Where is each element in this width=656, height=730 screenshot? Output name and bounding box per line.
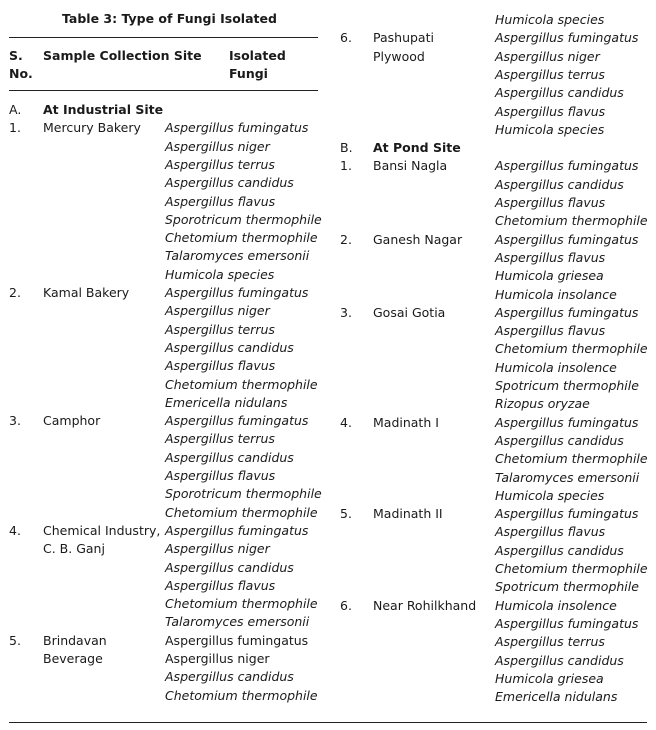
site-name: Gosai Gotia xyxy=(373,304,446,320)
site-name: Mercury Bakery xyxy=(43,120,141,136)
fungus-name: Talaromyces emersonii xyxy=(165,614,310,630)
row-number: 6. xyxy=(340,597,352,613)
row-number: 4. xyxy=(340,414,352,430)
row-number: 1. xyxy=(340,158,352,174)
site-name: Bansi Nagla xyxy=(373,158,448,174)
fungus-name: Aspergillus flavus xyxy=(165,358,276,374)
fungus-name: Spotricum thermophile xyxy=(495,579,639,595)
site-name: Plywood xyxy=(373,48,425,64)
row-number: 5. xyxy=(340,506,352,522)
fungus-name: Humicola griesea xyxy=(495,670,604,686)
section-label: B. xyxy=(340,140,353,156)
fungus-name: Aspergillus candidus xyxy=(165,669,294,685)
fungus-name: Sporotricum thermophile xyxy=(165,211,322,227)
fungus-name: Humicola insolence xyxy=(495,597,617,613)
site-name: C. B. Ganj xyxy=(43,541,105,557)
fungus-name: Aspergillus fumingatus xyxy=(165,632,309,648)
header-sno-line2: No. xyxy=(9,66,33,81)
fungus-name: Aspergillus terrus xyxy=(165,321,275,337)
site-name: Camphor xyxy=(43,413,101,429)
fungus-name: Chetomium thermophile xyxy=(165,230,318,246)
fungus-name: Aspergillus fumingatus xyxy=(165,285,309,300)
header-sno-line1: S. xyxy=(9,48,23,63)
fungus-name: Spotricum thermophile xyxy=(495,378,639,393)
fungus-name: Emericella nidulans xyxy=(495,689,618,705)
row-number: 3. xyxy=(9,413,21,429)
header-fungi-line1: Isolated xyxy=(229,48,286,63)
title-rule xyxy=(9,37,318,38)
fungus-name: Chetomium thermophile xyxy=(495,451,648,467)
fungus-name: Aspergillus fumingatus xyxy=(495,158,639,174)
fungus-name: Aspergillus flavus xyxy=(495,103,606,119)
fungus-name: Aspergillus candidus xyxy=(495,176,624,192)
fungus-name: Aspergillus fumingatus xyxy=(165,522,309,538)
fungus-name: Aspergillus fumingatus xyxy=(165,413,309,429)
fungus-name: Rizopus oryzae xyxy=(495,396,590,412)
section-title: At Pond Site xyxy=(373,140,461,156)
header-rule xyxy=(9,90,318,91)
row-number: 3. xyxy=(340,304,352,320)
fungus-name: Talaromyces emersonii xyxy=(495,469,640,485)
fungus-name: Aspergillus flavus xyxy=(495,323,606,339)
row-number: 5. xyxy=(9,632,21,648)
fungus-name: Aspergillus fumingatus xyxy=(495,414,639,430)
table-title: Table 3: Type of Fungi Isolated xyxy=(62,11,277,26)
fungus-name: Humicola species xyxy=(495,121,605,137)
fungus-name: Aspergillus flavus xyxy=(165,577,276,593)
fungus-name: Aspergillus candidus xyxy=(165,175,294,191)
header-sno xyxy=(9,47,33,83)
fungus-name: Aspergillus niger xyxy=(495,48,600,64)
fungus-name: Aspergillus niger xyxy=(165,651,270,666)
fungus-name: Chetomium thermophile xyxy=(495,341,648,357)
fungus-name: Aspergillus terrus xyxy=(165,431,275,447)
section-title: At Industrial Site xyxy=(43,102,164,117)
site-name: Kamal Bakery xyxy=(43,285,130,300)
fungus-name: Aspergillus candidus xyxy=(495,542,624,558)
fungus-name: Talaromyces emersonii xyxy=(165,248,310,264)
site-name: Near Rohilkhand xyxy=(373,597,477,613)
fungus-name: Aspergillus fumingatus xyxy=(495,506,639,522)
fungus-name: Aspergillus candidus xyxy=(165,449,294,465)
fungus-name: Aspergillus candidus xyxy=(495,85,624,101)
fungus-name: Emericella nidulans xyxy=(165,394,288,410)
fungus-name: Aspergillus fumingatus xyxy=(165,120,309,136)
row-number: 2. xyxy=(340,231,352,247)
row-number: 1. xyxy=(9,120,21,136)
section-label: A. xyxy=(9,102,22,117)
fungus-name: Humicola species xyxy=(495,487,605,503)
fungus-name: Aspergillus fumingatus xyxy=(495,30,639,46)
fungus-name: Aspergillus fumingatus xyxy=(495,231,639,247)
fungus-name: Humicola griesea xyxy=(495,268,604,284)
site-name: Ganesh Nagar xyxy=(373,231,463,247)
fungus-name: Aspergillus candidus xyxy=(495,432,624,448)
fungus-name: Aspergillus candidus xyxy=(165,339,294,355)
header-fungi-line2: Fungi xyxy=(229,66,268,81)
fungus-name: Aspergillus niger xyxy=(165,541,270,557)
fungus-name: Aspergillus fumingatus xyxy=(495,615,639,631)
fungus-name: Aspergillus niger xyxy=(165,303,270,319)
fungus-name: Chetomium thermophile xyxy=(495,213,648,229)
fungus-name: Aspergillus flavus xyxy=(495,195,606,210)
fungus-name: Humicola species xyxy=(495,12,605,27)
fungus-name: Aspergillus terrus xyxy=(495,66,605,82)
fungus-name: Chetomium thermophile xyxy=(165,687,318,703)
fungus-name: Aspergillus niger xyxy=(165,138,270,154)
fungus-name: Aspergillus candidus xyxy=(495,652,624,668)
row-number: 2. xyxy=(9,285,21,300)
site-name: Brindavan xyxy=(43,632,107,648)
fungus-name: Aspergillus flavus xyxy=(495,524,606,540)
fungus-name: Aspergillus fumingatus xyxy=(495,304,639,320)
header-fungi xyxy=(229,47,286,83)
fungus-name: Humicola insolance xyxy=(495,286,617,302)
fungus-name: Humicola species xyxy=(165,266,275,282)
site-name: Madinath II xyxy=(373,506,443,522)
fungus-name: Chetomium thermophile xyxy=(165,596,318,612)
fungus-name: Chetomium thermophile xyxy=(495,561,648,576)
fungus-name: Chetomium thermophile xyxy=(165,504,318,520)
site-name: Madinath I xyxy=(373,414,439,430)
fungus-name: Aspergillus terrus xyxy=(495,634,605,650)
site-name: Pashupati xyxy=(373,30,434,46)
fungus-name: Sporotricum thermophile xyxy=(165,486,322,502)
row-number: 4. xyxy=(9,522,21,538)
fungus-name: Aspergillus flavus xyxy=(165,468,276,483)
site-name: Beverage xyxy=(43,651,103,666)
header-site: Sample Collection Site xyxy=(43,48,202,63)
fungus-name: Aspergillus flavus xyxy=(495,249,606,265)
bottom-rule xyxy=(9,722,647,723)
fungus-name: Humicola insolence xyxy=(495,359,617,375)
fungus-name: Aspergillus candidus xyxy=(165,559,294,575)
site-name: Chemical Industry, xyxy=(43,522,161,538)
fungus-name: Aspergillus terrus xyxy=(165,156,275,172)
fungus-name: Chetomium thermophile xyxy=(165,376,318,392)
fungus-name: Aspergillus flavus xyxy=(165,193,276,209)
row-number: 6. xyxy=(340,30,352,46)
